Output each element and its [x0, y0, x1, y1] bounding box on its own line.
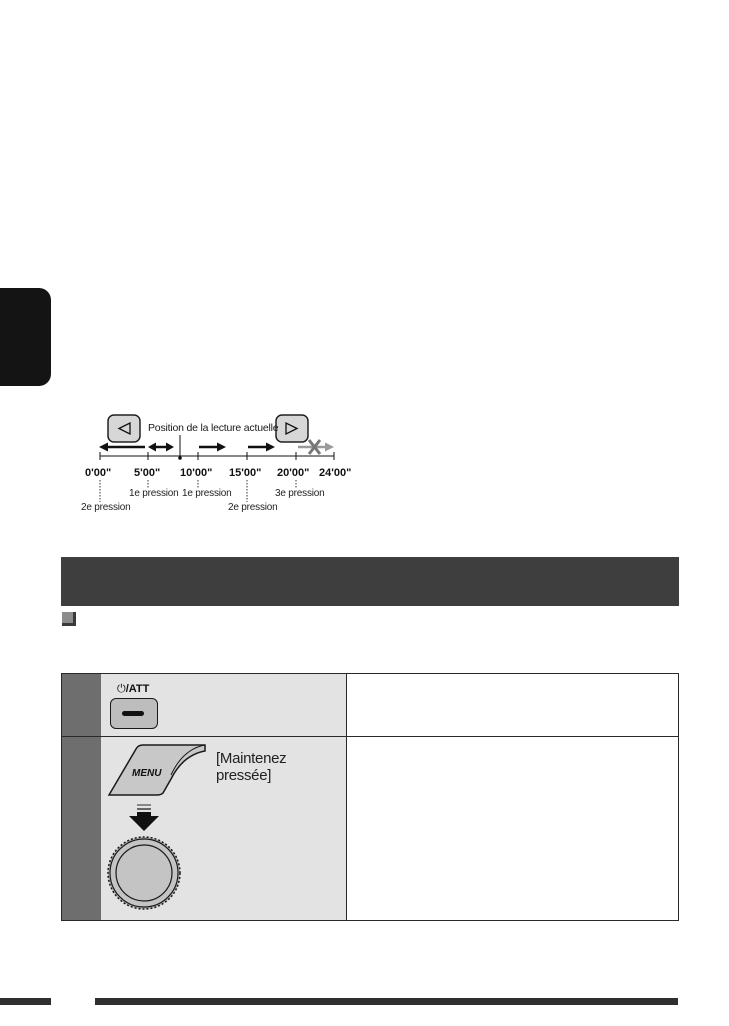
step-row — [62, 674, 678, 737]
footer-rule-right — [95, 998, 678, 1005]
time-label: 15'00" — [229, 467, 262, 479]
subsection-bullet-icon — [62, 612, 76, 626]
steps-table — [61, 673, 679, 921]
step-text-cell — [347, 674, 678, 736]
current-position-label: Position de la lecture actuelle — [148, 422, 279, 434]
back-button-shape — [108, 415, 140, 442]
language-side-tab — [0, 288, 51, 386]
section-heading-bar — [61, 557, 679, 606]
press-label: 2e pression — [81, 502, 131, 513]
press-label: 1e pression — [129, 488, 179, 499]
att-button[interactable] — [110, 698, 158, 729]
menu-button-label: MENU — [132, 768, 162, 779]
power-icon: ⏻ — [117, 683, 126, 695]
att-label-text: /ATT — [125, 683, 150, 695]
press-label: 3e pression — [275, 488, 325, 499]
control-dial — [108, 837, 180, 909]
time-label: 0'00" — [85, 467, 112, 479]
footer-rule-left — [0, 998, 51, 1005]
time-label: 5'00" — [134, 467, 161, 479]
step-illustration-cell — [101, 737, 347, 920]
skip-timeline-diagram — [70, 408, 370, 518]
forward-button-shape — [276, 415, 308, 442]
step-number-cell — [62, 737, 101, 920]
down-arrow-icon — [129, 804, 159, 831]
step-number-cell — [62, 674, 101, 736]
press-label: 1e pression — [182, 488, 232, 499]
time-label: 10'00" — [180, 467, 213, 479]
hold-pressed-note: [Maintenez pressée] — [216, 750, 287, 784]
press-label: 2e pression — [228, 502, 278, 513]
att-button-label — [117, 683, 149, 696]
time-label: 20'00" — [277, 467, 310, 479]
time-label: 24'00" — [319, 467, 352, 479]
step-illustration-cell — [101, 674, 347, 736]
att-button-bar — [122, 711, 144, 716]
step-text-cell — [347, 737, 678, 920]
step-row — [62, 737, 678, 920]
